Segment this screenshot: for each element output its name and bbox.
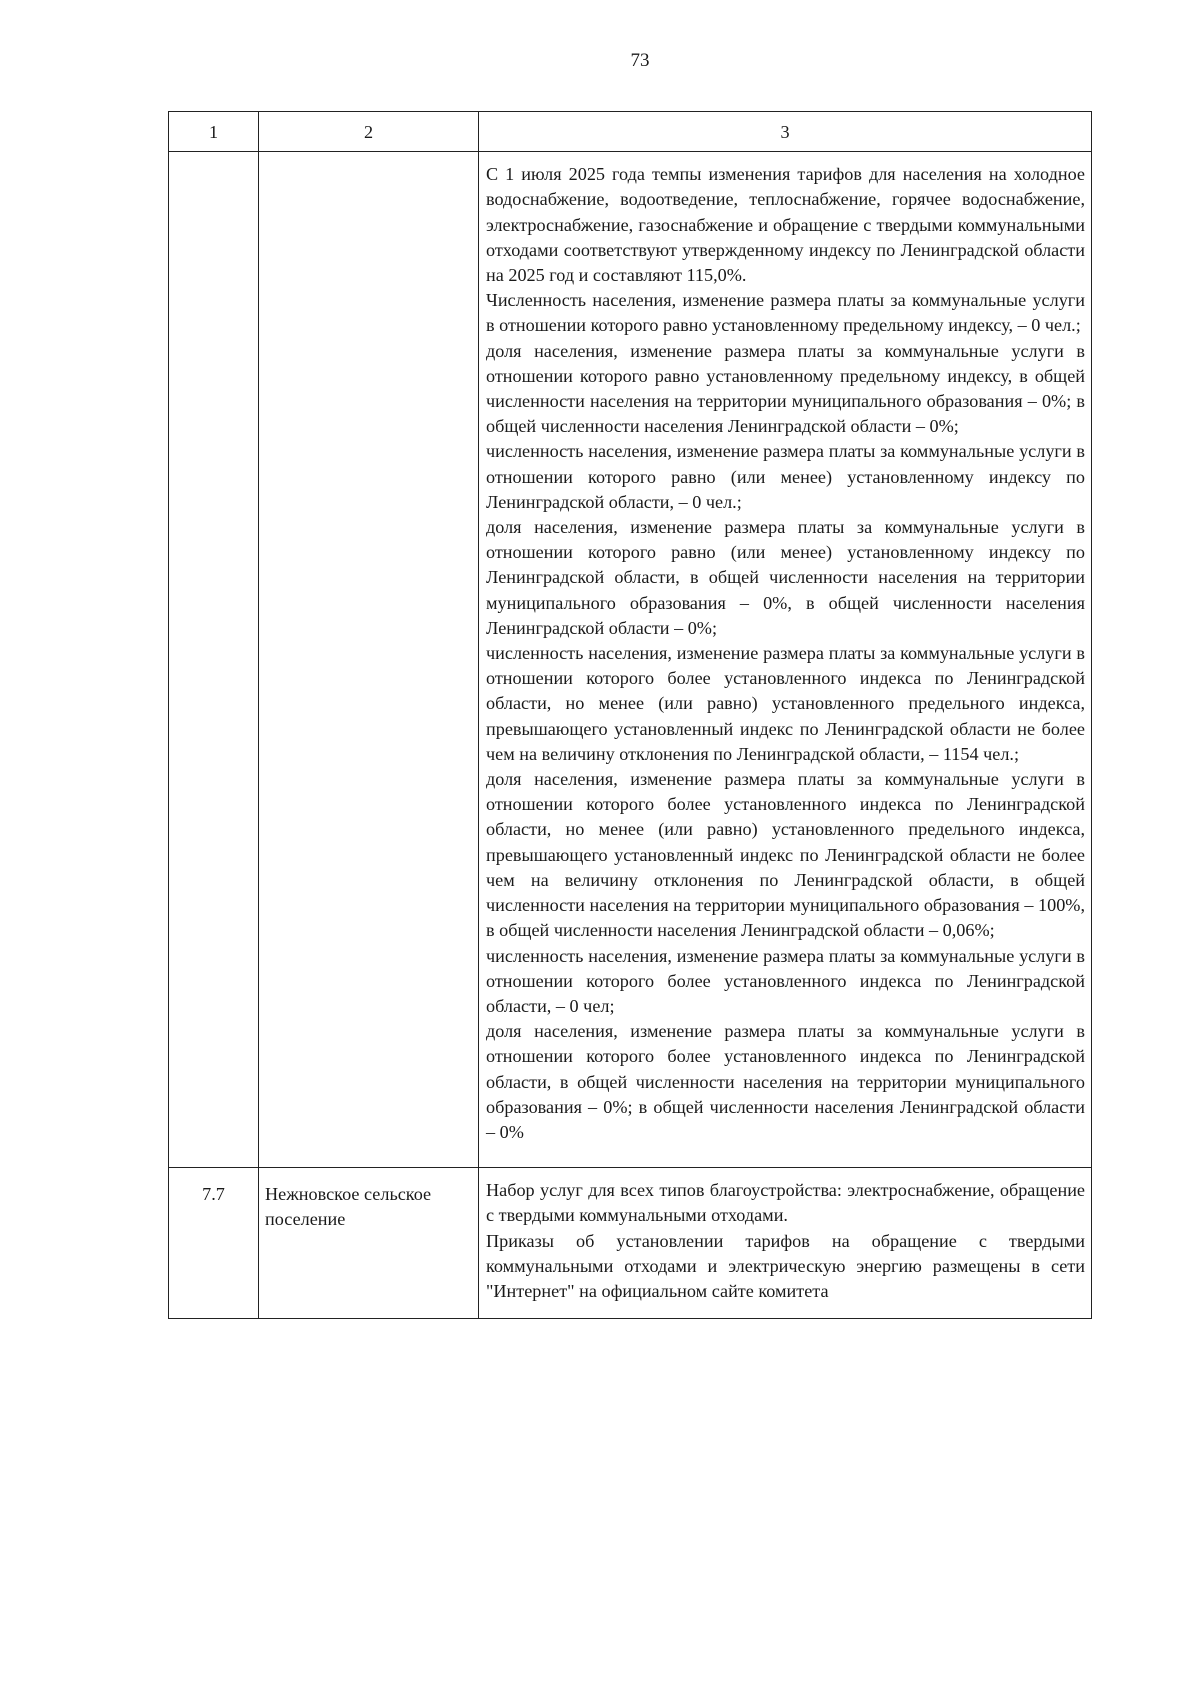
- paragraph: Численность населения, изменение размера платы за коммунальные услуги в отношении которого равно установленному предельному индексу, – 0 чел.;: [486, 290, 1085, 336]
- tariff-table: [168, 111, 1092, 1319]
- paragraph: Набор услуг для всех типов благоустройства: электроснабжение, обращение с твердыми коммунальными отходами.: [486, 1180, 1085, 1226]
- column-header-1: 1: [169, 112, 259, 152]
- paragraph: С 1 июля 2025 года темпы изменения тарифов для населения на холодное водоснабжение, водоотведение, теплоснабжение, горячее водоснабжение, электроснабжение, газоснабжение и обращение с твердыми коммунальными отходами соответствуют утвержденному индексу по Ленинградской области на 2025 год и составляют 115,0%.: [486, 164, 1085, 286]
- cell-row-number: 7.7: [169, 1168, 259, 1319]
- page-number: 73: [630, 50, 650, 71]
- cell-number-empty: [169, 152, 259, 1168]
- paragraph: доля населения, изменение размера платы за коммунальные услуги в отношении которого более установленного индекса по Ленинградской области, в общей численности населения на территории муниципального образования – 0%; в общей численности населения Ленинградской области – 0%: [486, 1021, 1085, 1142]
- cell-description: [479, 1168, 1092, 1319]
- table-header-row: [169, 112, 1092, 152]
- paragraph: доля населения, изменение размера платы за коммунальные услуги в отношении которого более установленного индекса по Ленинградской области, но менее (или равно) установленного предельного индекса, превышающего установленный индекс по Ленинградской области не более чем на величину отклонения по Ленинградской области, в общей численности населения на территории муниципального образования – 100%, в общей численности населения Ленинградской области – 0,06%;: [486, 769, 1085, 941]
- table-row-continued: [169, 152, 1092, 1168]
- paragraph: доля населения, изменение размера платы за коммунальные услуги в отношении которого равно установленному предельному индексу, в общей численности населения на территории муниципального образования – 0%; в общей численности населения Ленинградской области – 0%;: [486, 340, 1085, 437]
- paragraph: доля населения, изменение размера платы за коммунальные услуги в отношении которого равно (или менее) установленному индексу по Ленинградской области, в общей численности населения на территории муниципального образования – 0%, в общей численности населения Ленинградской области – 0%;: [486, 517, 1085, 638]
- cell-settlement-name: Нежновское сельское поселение: [259, 1168, 479, 1319]
- paragraph: Приказы об установлении тарифов на обращение с твердыми коммунальными отходами и электрическую энергию размещены в сети "Интернет" на официальном сайте комитета: [486, 1230, 1085, 1301]
- paragraph: численность населения, изменение размера платы за коммунальные услуги в отношении которого более установленного индекса по Ленинградской области, но менее (или равно) установленного предельного индекса, превышающего установленный индекс по Ленинградской области не более чем на величину отклонения по Ленинградской области, – 1154 чел.;: [486, 643, 1085, 764]
- paragraph: численность населения, изменение размера платы за коммунальные услуги в отношении которого равно (или менее) установленному индексу по Ленинградской области, – 0 чел.;: [486, 441, 1085, 512]
- table-row-7-7: [169, 1168, 1092, 1319]
- paragraph: численность населения, изменение размера платы за коммунальные услуги в отношении которого более установленного индекса по Ленинградской области, – 0 чел;: [486, 945, 1085, 1016]
- column-header-2: 2: [259, 112, 479, 152]
- cell-description: [479, 152, 1092, 1168]
- column-header-3: 3: [479, 112, 1092, 152]
- cell-name-empty: [259, 152, 479, 1168]
